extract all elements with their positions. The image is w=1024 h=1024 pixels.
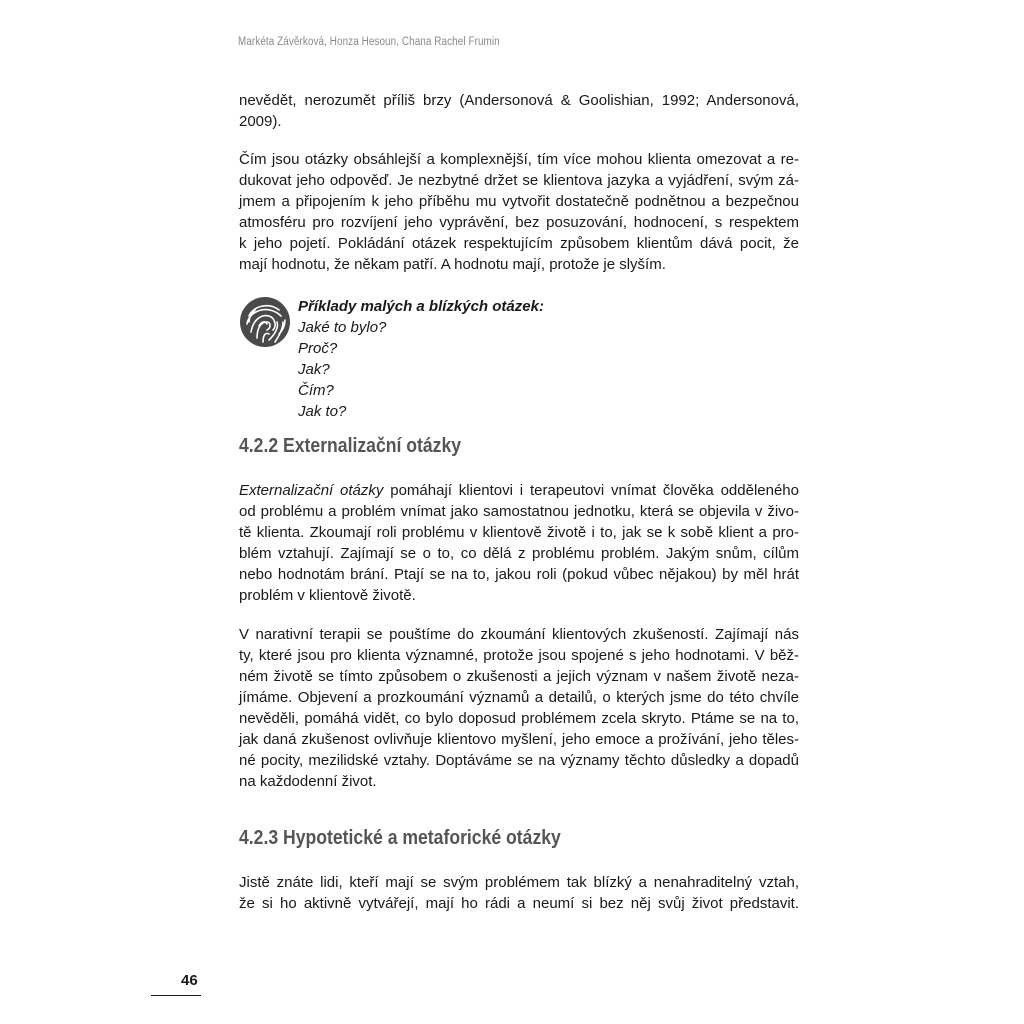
text-line: nevěděli, pomáhá vidět, co bylo doposud problémem zcela skryto. Ptáme se na to, [239, 710, 799, 727]
text-line: V narativní terapii se pouštíme do zkoumání klientových zkušeností. Zajímají nás [239, 626, 799, 643]
running-head: Markéta Závěrková, Honza Hesoun, Chana Rachel Frumin [238, 36, 500, 48]
text-line: ném životě se tímto způsobem o zkušenosti a jejich význam v našem životě neza- [239, 668, 799, 685]
text-line: atmosféru pro rozvíjení jeho vyprávění, bez posuzování, hodnocení, s respektem [239, 214, 799, 231]
text-line [239, 480, 799, 501]
paragraph-narrative-therapy [239, 624, 799, 792]
paragraph-hypothetical [239, 872, 799, 914]
text-line: nebo hodnotám brání. Ptají se na to, jakou roli (pokud vůbec nějakou) by měl hrát [239, 566, 799, 583]
italic-term: Externalizační otázky [239, 482, 384, 499]
paragraph-questions [239, 149, 799, 275]
text-fragment: pomáhají klientovi i terapeutovi vnímat člověka odděleného [383, 482, 799, 499]
page-number: 46 [181, 972, 198, 989]
text-line: mají hodnotu, že někam patří. A hodnotu mají, protože je slyším. [239, 256, 666, 273]
example-item: Čím? [298, 382, 334, 399]
example-item: Jaké to bylo? [298, 319, 387, 336]
text-line: jak daná zkušenost ovlivňuje klientovo myšlení, jeho emoce a prožívání, jeho těles- [239, 731, 799, 748]
text-line: problém v klientově životě. [239, 587, 416, 604]
fingerprint-spiral-icon [239, 296, 291, 348]
page-number-rule [151, 995, 201, 996]
text-line: nevědět, nerozumět příliš brzy (Andersonová & Goolishian, 1992; Andersonová, [239, 92, 799, 109]
text-line: Čím jsou otázky obsáhlejší a komplexnější, tím více mohou klienta omezovat a re- [239, 151, 799, 168]
text-line: ty, které jsou pro klienta významné, protože jsou spojené s jeho hodnotami. V běž- [239, 647, 799, 664]
text-line: tě klienta. Zkoumají roli problému v klientově životě i to, jak se k sobě klient a pro- [239, 524, 799, 541]
text-line: k jeho pojetí. Pokládání otázek respektujícím způsobem klientům dává pocit, že [239, 235, 799, 252]
text-line: jímáme. Objevení a prozkoumání významů a detailů, o kterých jsme do této chvíle [239, 689, 799, 706]
section-heading-hypothetical: 4.2.3 Hypotetické a metaforické otázky [239, 827, 561, 849]
paragraph-continuation [239, 90, 799, 132]
text-line: blém vztahují. Zajímají se o to, co dělá z problému problém. Jakým snům, cílům [239, 545, 799, 562]
text-line: né pocity, mezilidské vztahy. Doptáváme se na významy těchto důsledky a dopadů [239, 752, 799, 769]
section-heading-externalization: 4.2.2 Externalizační otázky [239, 435, 462, 457]
paragraph-externalization [239, 480, 799, 606]
examples-box [239, 296, 639, 421]
text-line: Jistě znáte lidi, kteří mají se svým problémem tak blízký a nenahraditelný vztah, [239, 874, 799, 891]
text-line: jmem a připojením k jeho příběhu mu vytvořit dostatečně podnětnou a bezpečnou [239, 193, 799, 210]
example-item: Proč? [298, 340, 338, 357]
examples-title: Příklady malých a blízkých otázek: [298, 298, 544, 315]
text-line: 2009). [239, 113, 282, 130]
text-line: že si ho aktivně vytvářejí, mají ho rádi a neumí si bez něj svůj život představit. [239, 895, 799, 912]
examples-list [298, 296, 544, 422]
example-item: Jak to? [298, 403, 347, 420]
text-line: od problému a problém vnímat jako samostatnou jednotku, která se objevila v živo- [239, 503, 799, 520]
text-line: dukovat jeho odpověď. Je nezbytné držet se klientova jazyka a vyjádření, svým zá- [239, 172, 799, 189]
example-item: Jak? [298, 361, 330, 378]
text-line: na každodenní život. [239, 773, 377, 790]
